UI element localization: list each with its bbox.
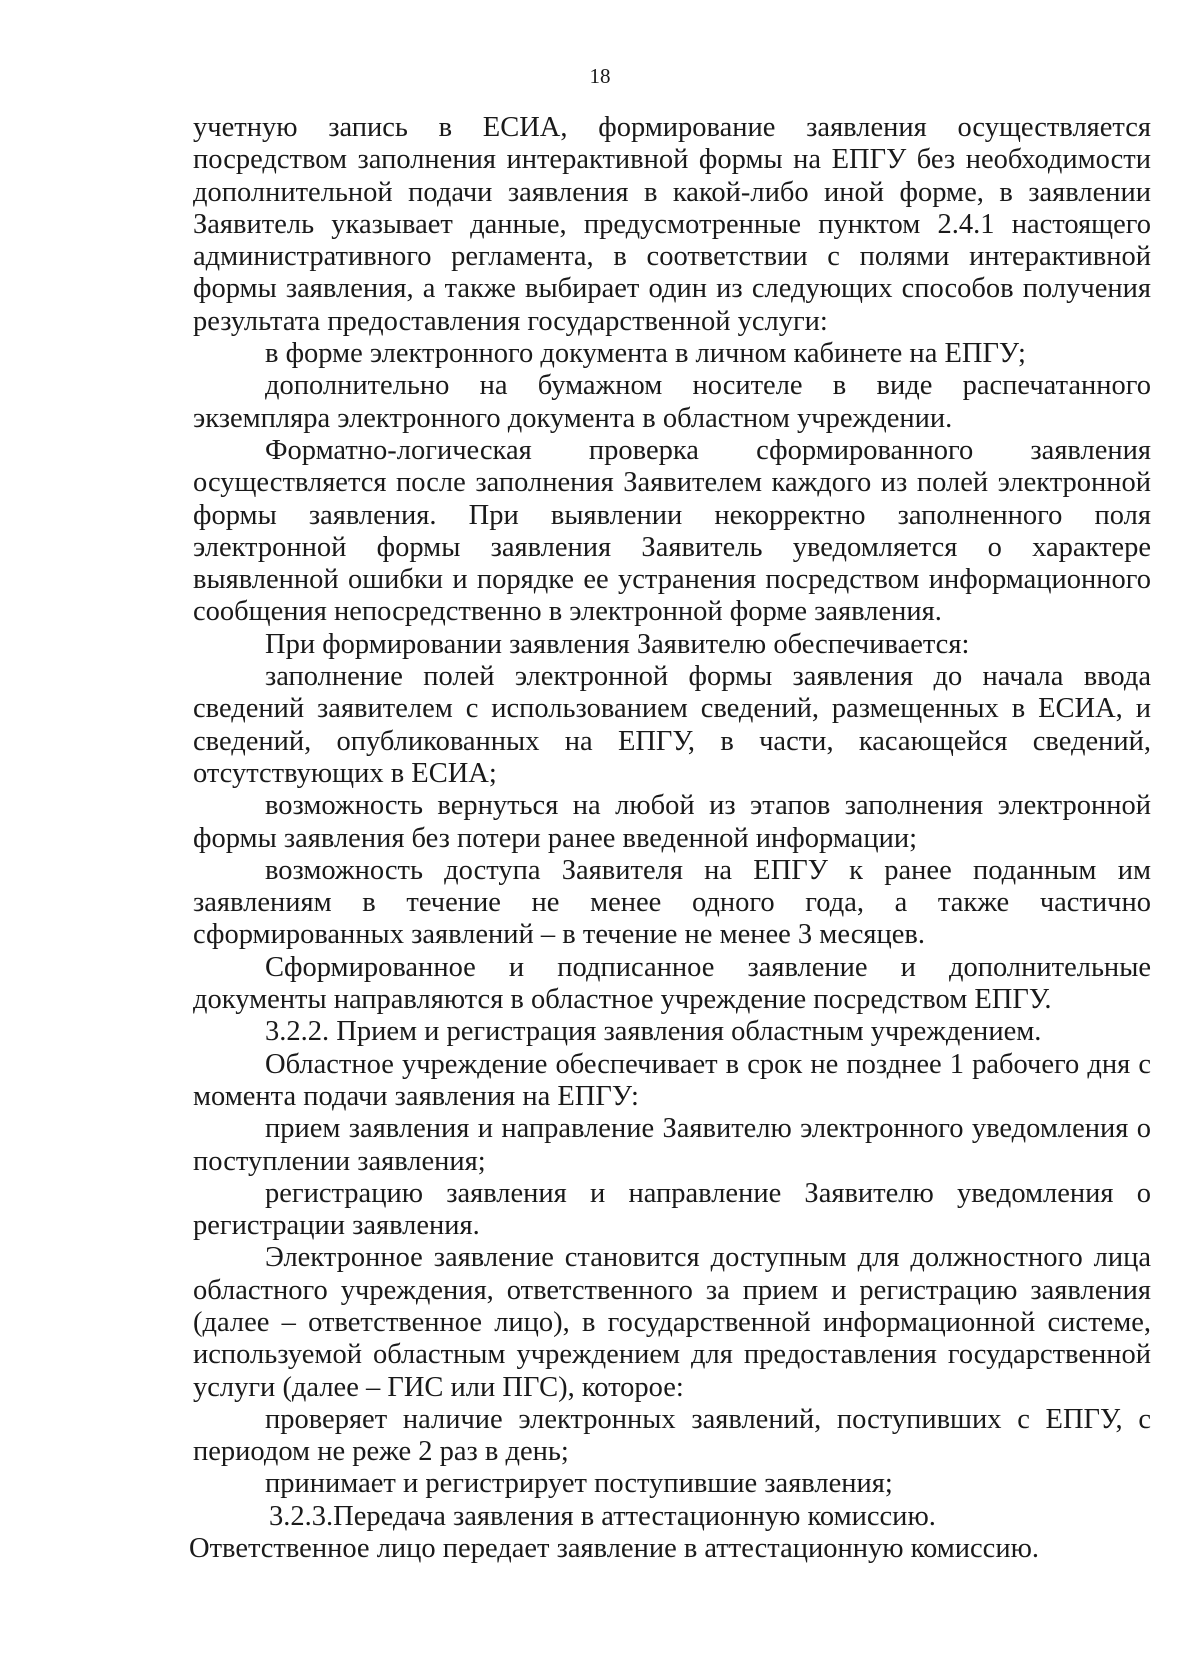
paragraph-registration-notice: регистрацию заявления и направление Заявителю уведомления о регистрации заявления.	[193, 1177, 1151, 1242]
paragraph-provided-autofill: заполнение полей электронной формы заявления до начала ввода сведений заявителем с использованием сведений, размещенных в ЕСИА, и сведений, опубликованных на ЕПГУ, в части, касающейся сведений, отсутствующих в ЕСИА;	[193, 661, 1151, 789]
paragraph-electronic-availability: Электронное заявление становится доступным для должностного лица областного учреждения, ответственного за прием и регистрацию заявления (далее – ответственное лицо), в государственной информационной системе, используемой областным учреждением для предоставления государственной услуги (далее – ГИС или ПГС), которое:	[193, 1242, 1151, 1403]
document-body	[189, 112, 1151, 1565]
paragraph-provided-intro: При формировании заявления Заявителю обеспечивается:	[265, 628, 970, 660]
section-heading-3-2-3: 3.2.3.Передача заявления в аттестационную комиссию.	[269, 1500, 936, 1532]
paragraph-institution-ensures: Областное учреждение обеспечивает в срок не позднее 1 рабочего дня с момента подачи заявления на ЕПГУ:	[193, 1048, 1151, 1112]
paragraph-receipt-notice: прием заявления и направление Заявителю электронного уведомления о поступлении заявления;	[193, 1113, 1151, 1177]
paragraph-option-electronic: в форме электронного документа в личном кабинете на ЕПГУ;	[265, 338, 1026, 370]
paragraph-checks-applications: проверяет наличие электронных заявлений, поступивших с ЕПГУ, с периодом не реже 2 раз в день;	[193, 1403, 1151, 1468]
section-heading-3-2-2: 3.2.2. Прием и регистрация заявления областным учреждением.	[265, 1016, 1042, 1048]
paragraph-option-paper: дополнительно на бумажном носителе в виде распечатанного экземпляра электронного документа в областном учреждении.	[193, 370, 1151, 434]
page-number: 18	[589, 64, 611, 88]
paragraph-format-check: Форматно-логическая проверка сформированного заявления осуществляется после заполнения Заявителем каждого из полей электронной формы заявления. При выявлении некорректно заполненного поля электронной формы заявления Заявитель уведомляется о характере выявленной ошибки и порядке ее устранения посредством информационного сообщения непосредственно в электронной форме заявления.	[193, 434, 1151, 628]
paragraph-accepts-registers: принимает и регистрирует поступившие заявления;	[265, 1468, 893, 1500]
paragraph-provided-return: возможность вернуться на любой из этапов заполнения электронной формы заявления без потери ранее введенной информации;	[193, 790, 1151, 854]
paragraph-provided-access: возможность доступа Заявителя на ЕПГУ к ранее поданным им заявлениям в течение не менее одного года, а также частично сформированных заявлений – в течение не менее 3 месяцев.	[193, 854, 1151, 951]
paragraph-transfer: Ответственное лицо передает заявление в аттестационную комиссию.	[189, 1533, 1040, 1565]
paragraph-continuation: учетную запись в ЕСИА, формирование заявления осуществляется посредством заполнения интерактивной формы на ЕПГУ без необходимости дополнительной подачи заявления в какой-либо иной форме, в заявлении Заявитель указывает данные, предусмотренные пунктом 2.4.1 настоящего административного регламента, в соответствии с полями интерактивной формы заявления, а также выбирает один из следующих способов получения результата предоставления государственной услуги:	[193, 112, 1151, 337]
paragraph-submission: Сформированное и подписанное заявление и дополнительные документы направляются в областное учреждение посредством ЕПГУ.	[193, 951, 1151, 1016]
